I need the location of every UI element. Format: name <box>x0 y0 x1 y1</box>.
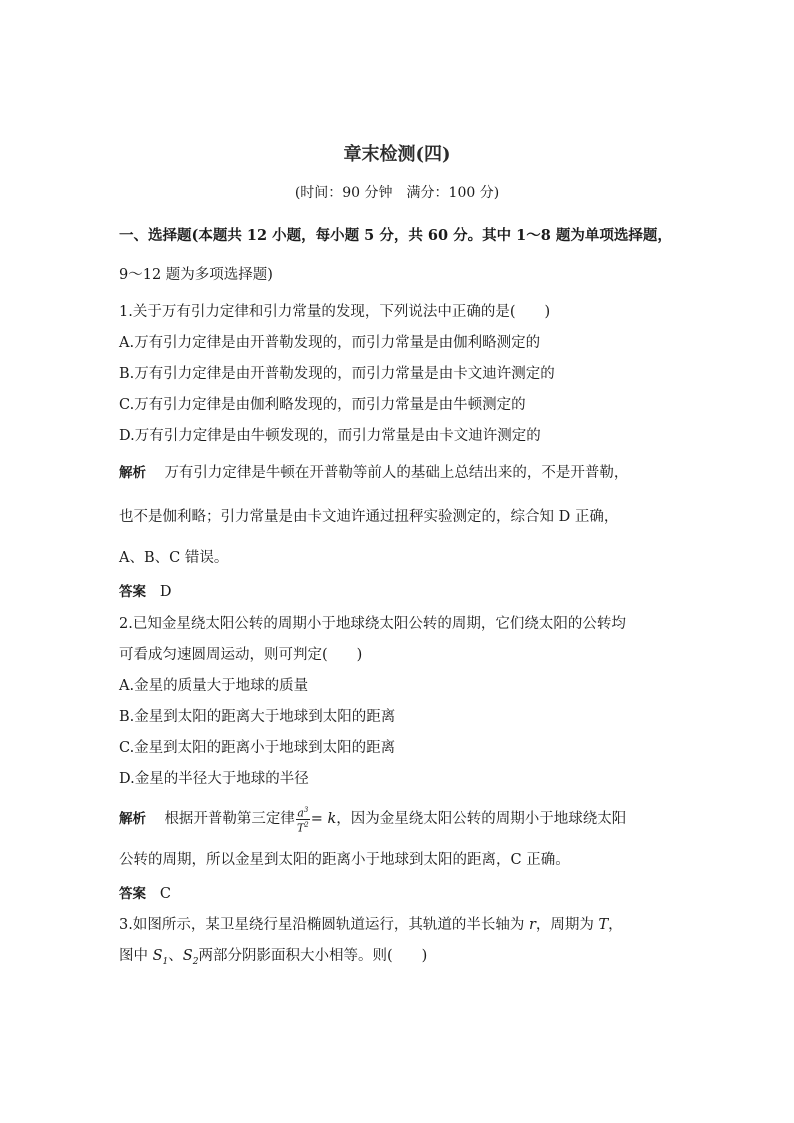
fraction-numerator: $a^3$ <box>297 806 309 820</box>
q3-stem-text-c: ， <box>608 917 623 933</box>
q2-option-d: D.金星的半径大于地球的半径 <box>119 771 309 787</box>
q3-stem-text-e: 两部分阴影面积大小相等。则( ) <box>198 948 428 964</box>
analysis-label: 解析 <box>119 811 146 828</box>
q2-answer <box>119 884 171 904</box>
q2-analysis-post: ，因为金星绕太阳公转的周期小于地球绕太阳 <box>336 811 627 828</box>
q2-option-b: B.金星到太阳的距离大于地球到太阳的距离 <box>119 709 396 725</box>
q1-answer <box>119 582 171 602</box>
var-s1: $S_1$ <box>152 948 169 967</box>
q2-analysis <box>119 805 626 833</box>
q3-stem-line2 <box>119 946 427 972</box>
answer-label: 答案 <box>119 584 146 600</box>
section-heading-line1: 一、选择题(本题共 12 小题，每小题 5 分，共 60 分。其中 1～8 题为单项选择题， <box>119 227 672 244</box>
q2-analysis-pre: 根据开普勒第三定律 <box>164 811 295 828</box>
q1-analysis-text-3: A、B、C 错误。 <box>119 550 229 566</box>
q1-analysis-text-1: 万有引力定律是牛顿在开普勒等前人的基础上总结出来的，不是开普勒， <box>164 465 629 481</box>
q3-stem-line1 <box>119 915 623 935</box>
analysis-label: 解析 <box>119 465 146 481</box>
formula-rhs: = k <box>310 811 337 828</box>
q3-stem-text-a: 3.如图所示，某卫星绕行星沿椭圆轨道运行，其轨道的半长轴为 <box>119 917 529 933</box>
q2-stem-line2: 可看成匀速圆周运动，则可判定( ) <box>119 647 363 663</box>
separator: 、 <box>168 948 183 964</box>
page-title: 章末检测(四) <box>343 144 451 165</box>
q1-option-c: C.万有引力定律是由伽利略发现的，而引力常量是由牛顿测定的 <box>119 397 526 413</box>
q2-answer-value: C <box>159 886 171 902</box>
q1-option-a: A.万有引力定律是由开普勒发现的，而引力常量是由伽利略测定的 <box>119 335 541 351</box>
var-r: r <box>528 917 536 933</box>
q2-analysis-line2: 公转的周期，所以金星到太阳的距离小于地球到太阳的距离，C 正确。 <box>119 852 570 868</box>
q1-answer-value: D <box>159 584 172 600</box>
q1-analysis-text-2: 也不是伽利略；引力常量是由卡文迪许通过扭秤实验测定的，综合知 D 正确， <box>119 509 619 525</box>
q2-stem-line1: 2.已知金星绕太阳公转的周期小于地球绕太阳公转的周期，它们绕太阳的公转均 <box>119 616 626 632</box>
section-heading-line2: 9～12 题为多项选择题) <box>119 267 273 283</box>
exam-info: (时间：90 分钟 满分：100 分) <box>294 185 500 201</box>
q2-option-a: A.金星的质量大于地球的质量 <box>119 678 309 694</box>
q1-option-d: D.万有引力定律是由牛顿发现的，而引力常量是由卡文迪许测定的 <box>119 428 541 444</box>
q1-analysis <box>119 463 628 483</box>
q3-stem-text-d: 图中 <box>119 948 153 964</box>
var-T: T <box>598 917 609 933</box>
kepler-fraction <box>296 805 310 833</box>
fraction-denominator: $T^2$ <box>296 820 309 835</box>
q3-stem-text-b: ，周期为 <box>535 917 599 933</box>
var-s2: $S_2$ <box>182 948 199 967</box>
q1-stem: 1.关于万有引力定律和引力常量的发现，下列说法中正确的是( ) <box>119 304 551 320</box>
q2-option-c: C.金星到太阳的距离小于地球到太阳的距离 <box>119 740 396 756</box>
q1-option-b: B.万有引力定律是由开普勒发现的，而引力常量是由卡文迪许测定的 <box>119 366 555 382</box>
answer-label: 答案 <box>119 886 146 902</box>
